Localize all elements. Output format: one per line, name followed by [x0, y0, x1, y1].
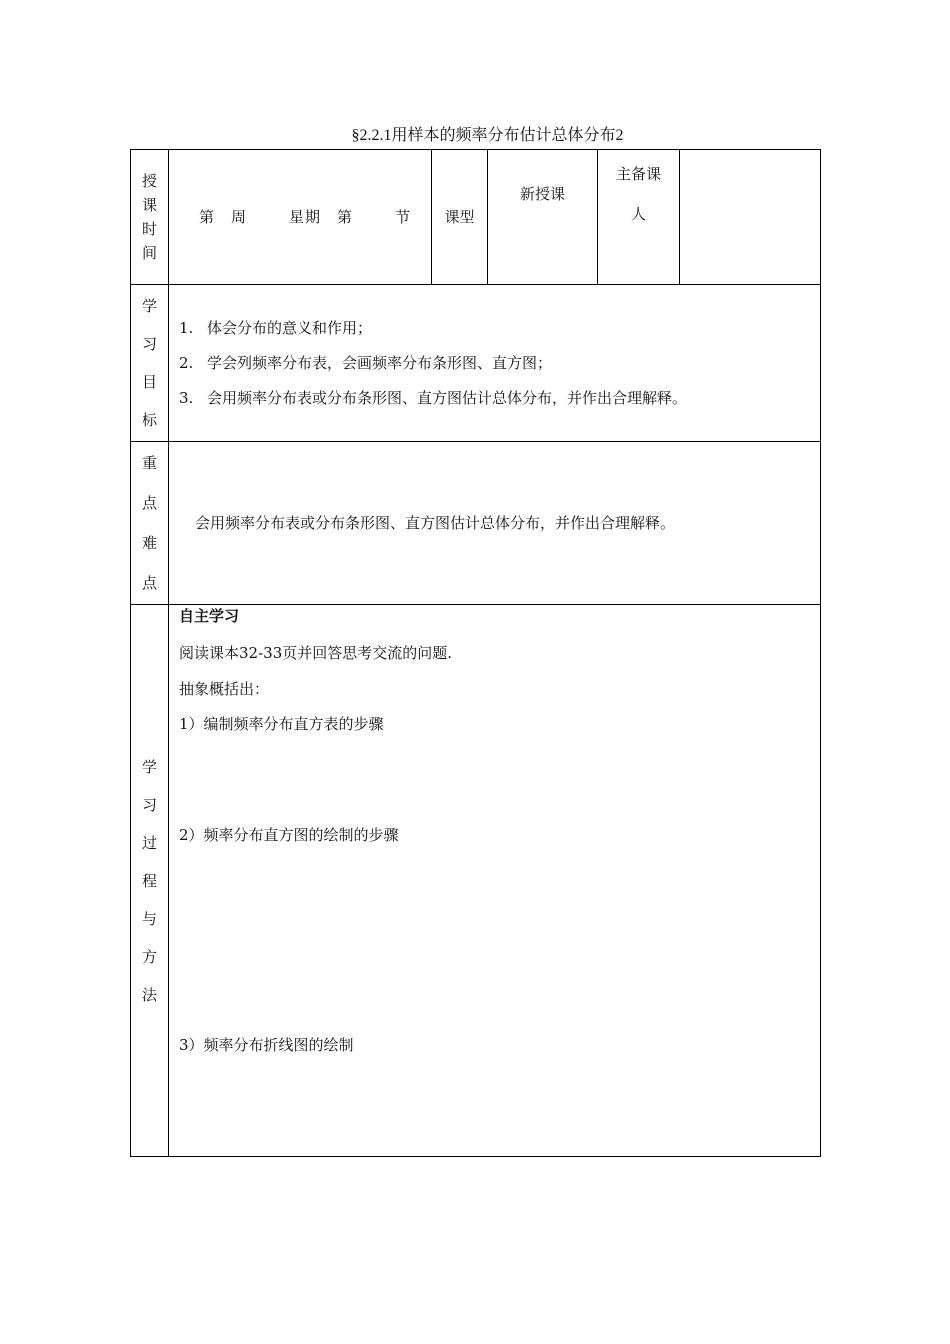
- time-week-prefix: 第: [199, 208, 216, 226]
- process-summary: 抽象概括出：: [179, 680, 270, 698]
- time-period-prefix: 第: [337, 208, 354, 226]
- host-value[interactable]: [680, 150, 821, 285]
- host-label-line: 人: [630, 205, 646, 223]
- host-label-line: 主备课: [615, 165, 661, 183]
- question-2: 2）频率分布直方图的绘制的步骤: [179, 826, 399, 844]
- host-label: [598, 150, 680, 285]
- label-char: 重: [141, 454, 157, 472]
- goal-text: 学会列频率分布表，会画频率分布条形图、直方图；: [207, 353, 553, 372]
- goal-text: 会用频率分布表或分布条形图、直方图估计总体分布，并作出合理解释。: [207, 388, 688, 407]
- time-weekday: 星期: [289, 208, 322, 226]
- label-char: 难: [141, 534, 157, 552]
- goal-item: [179, 311, 820, 346]
- goal-text: 体会分布的意义和作用；: [207, 318, 373, 337]
- label-char: 标: [141, 411, 157, 429]
- label-char: 时: [141, 220, 157, 238]
- time-label: [131, 150, 169, 285]
- time-period: 节: [395, 208, 412, 226]
- process-row: [131, 605, 821, 1157]
- goal-number: 3.: [179, 388, 194, 407]
- process-heading: 自主学习: [179, 607, 240, 625]
- label-char: 课: [141, 196, 157, 214]
- key-points-text: 会用频率分布表或分布条形图、直方图估计总体分布，并作出合理解释。: [169, 442, 821, 605]
- key-points-row: [131, 442, 821, 605]
- page-title: §2.2.1用样本的频率分布估计总体分布2: [351, 127, 624, 144]
- label-char: 授: [141, 172, 157, 190]
- label-char: 学: [141, 297, 157, 315]
- label-char: 与: [141, 909, 157, 928]
- key-points-label: [131, 442, 169, 605]
- goal-number: 2.: [179, 353, 194, 372]
- label-char: 学: [141, 757, 157, 776]
- question-3: 3）频率分布折线图的绘制: [179, 1036, 354, 1054]
- time-week: 周: [231, 208, 248, 226]
- goal-number: 1.: [179, 318, 194, 337]
- label-char: 目: [141, 373, 157, 391]
- lesson-time-field[interactable]: [169, 150, 432, 285]
- goals-label: [131, 285, 169, 442]
- header-row: [131, 150, 821, 285]
- question-1: 1）编制频率分布直方表的步骤: [179, 715, 384, 733]
- lesson-type-value: 新授课: [488, 150, 598, 285]
- lesson-plan-table: [130, 149, 821, 1157]
- label-char: 习: [141, 795, 157, 814]
- label-char: 点: [141, 494, 157, 512]
- goal-item: [179, 381, 820, 416]
- goals-row: [131, 285, 821, 442]
- label-char: 方: [141, 947, 157, 966]
- goal-item: [179, 346, 820, 381]
- label-char: 程: [141, 871, 157, 890]
- lesson-type-label: 课型: [432, 150, 488, 285]
- label-char: 法: [141, 985, 157, 1004]
- label-char: 习: [141, 335, 157, 353]
- process-intro: 阅读课本32-33页并回答思考交流的问题.: [179, 644, 453, 662]
- process-content: [169, 605, 821, 1157]
- label-char: 点: [141, 574, 157, 592]
- goals-list: [169, 285, 821, 442]
- label-char: 过: [141, 833, 157, 852]
- process-label: [131, 605, 169, 1157]
- label-char: 间: [141, 244, 157, 262]
